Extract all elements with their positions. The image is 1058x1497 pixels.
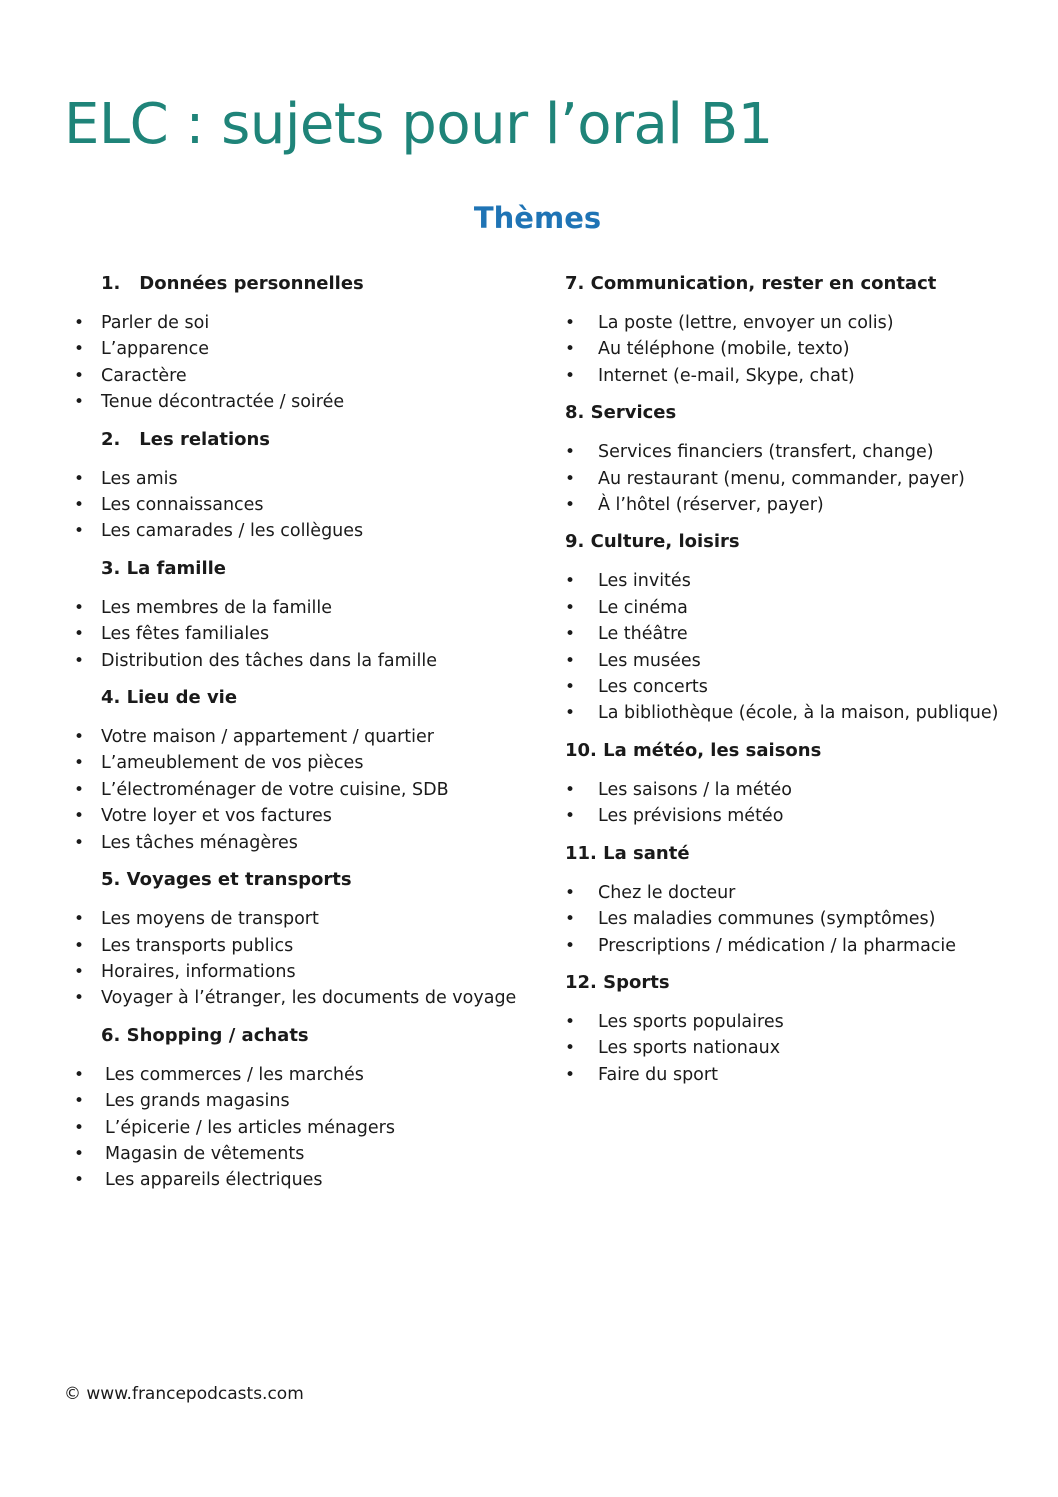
bullet-icon: • — [565, 339, 576, 360]
theme-label: Shopping / achats — [126, 1024, 309, 1046]
list-item — [60, 310, 530, 336]
theme-heading — [560, 399, 1030, 427]
theme-section — [560, 969, 1030, 1088]
bullet-icon: • — [74, 495, 85, 516]
list-item-text: Le théâtre — [598, 624, 688, 645]
list-item — [560, 777, 1030, 803]
bullet-icon: • — [565, 806, 576, 827]
list-item-text: Les moyens de transport — [101, 909, 319, 930]
bullet-icon: • — [565, 495, 576, 516]
list-item — [60, 466, 530, 492]
theme-number: 5. — [101, 869, 121, 891]
page-subtitle: Thèmes — [473, 201, 602, 235]
list-item — [560, 363, 1030, 389]
list-item — [560, 492, 1030, 518]
list-item — [60, 803, 530, 829]
list-item-text: Parler de soi — [101, 313, 210, 333]
bullet-icon: • — [74, 961, 85, 982]
list-item — [60, 1088, 530, 1114]
theme-list — [60, 1062, 530, 1194]
theme-number: 12. — [565, 971, 597, 993]
theme-label: Culture, loisirs — [590, 531, 740, 553]
bullet-icon: • — [565, 779, 576, 800]
theme-heading — [60, 426, 530, 454]
theme-number: 1. — [101, 273, 121, 294]
list-item — [60, 1141, 530, 1167]
footer-copyright: © www.francepodcasts.com — [64, 1384, 304, 1404]
bullet-icon: • — [565, 468, 576, 489]
list-item-text: Distribution des tâches dans la famille — [101, 650, 437, 671]
theme-label: La météo, les saisons — [603, 739, 822, 761]
theme-heading — [60, 1022, 530, 1050]
list-item — [560, 1009, 1030, 1035]
list-item-text: Les membres de la famille — [101, 597, 332, 618]
theme-heading — [560, 270, 1030, 298]
list-item — [60, 959, 530, 985]
list-item-text: Les fêtes familiales — [101, 624, 270, 645]
theme-heading — [560, 528, 1030, 556]
list-item — [60, 595, 530, 621]
bullet-icon: • — [74, 988, 85, 1009]
list-item — [60, 750, 530, 776]
bullet-icon: • — [74, 832, 85, 853]
list-item — [60, 1115, 530, 1141]
bullet-icon: • — [565, 677, 576, 698]
theme-section — [60, 684, 530, 856]
theme-number: 7. — [565, 273, 585, 294]
list-item — [60, 777, 530, 803]
theme-section — [560, 399, 1030, 518]
bullet-icon: • — [74, 313, 85, 333]
bullet-icon: • — [74, 1091, 85, 1112]
bullet-icon: • — [74, 468, 85, 489]
list-item-text: Chez le docteur — [598, 882, 736, 903]
right-column — [560, 270, 1030, 1098]
bullet-icon: • — [74, 521, 85, 542]
list-item-text: L’ameublement de vos pièces — [101, 753, 364, 774]
theme-list — [60, 724, 530, 856]
bullet-icon: • — [74, 365, 85, 386]
list-item — [60, 724, 530, 750]
bullet-icon: • — [565, 909, 576, 930]
list-item-text: À l’hôtel (réserver, payer) — [598, 495, 824, 516]
bullet-icon: • — [74, 650, 85, 671]
theme-number: 11. — [565, 842, 597, 864]
bullet-icon: • — [74, 935, 85, 956]
bullet-icon: • — [565, 935, 576, 956]
bullet-icon: • — [565, 624, 576, 645]
list-item — [60, 933, 530, 959]
list-item — [60, 518, 530, 544]
theme-heading — [560, 840, 1030, 868]
list-item-text: Les sports populaires — [598, 1011, 784, 1032]
bullet-icon: • — [565, 313, 576, 333]
bullet-icon: • — [565, 442, 576, 463]
theme-number: 3. — [101, 557, 121, 579]
list-item — [60, 648, 530, 674]
list-item — [560, 1035, 1030, 1061]
bullet-icon: • — [565, 1064, 576, 1085]
theme-list — [560, 439, 1030, 518]
list-item — [60, 830, 530, 856]
list-item-text: Les musées — [598, 650, 701, 671]
theme-label: La famille — [126, 557, 226, 579]
theme-list — [60, 310, 530, 416]
list-item — [560, 336, 1030, 362]
theme-label: Sports — [603, 971, 670, 993]
list-item — [60, 1062, 530, 1088]
bullet-icon: • — [74, 339, 85, 360]
list-item — [560, 1062, 1030, 1088]
theme-section — [560, 840, 1030, 959]
theme-list — [560, 880, 1030, 959]
list-item — [560, 439, 1030, 465]
theme-number: 9. — [565, 531, 585, 553]
list-item — [560, 700, 1030, 726]
page-title: ELC : sujets pour l’oral B1 — [64, 92, 773, 157]
list-item — [560, 933, 1030, 959]
list-item — [560, 906, 1030, 932]
bullet-icon: • — [565, 365, 576, 386]
theme-list — [560, 777, 1030, 830]
list-item-text: Les grands magasins — [105, 1091, 290, 1112]
theme-heading — [60, 866, 530, 894]
theme-heading — [60, 555, 530, 583]
list-item-text: Au restaurant (menu, commander, payer) — [598, 468, 965, 489]
list-item — [60, 363, 530, 389]
bullet-icon: • — [565, 703, 576, 724]
list-item-text: Horaires, informations — [101, 961, 296, 982]
bullet-icon: • — [74, 392, 85, 413]
list-item — [60, 906, 530, 932]
list-item-text: Internet (e-mail, Skype, chat) — [598, 365, 855, 386]
bullet-icon: • — [565, 650, 576, 671]
list-item-text: La bibliothèque (école, à la maison, publique) — [598, 703, 999, 724]
list-item — [560, 621, 1030, 647]
list-item-text: La poste (lettre, envoyer un colis) — [598, 313, 894, 333]
theme-heading — [60, 270, 530, 298]
list-item — [60, 492, 530, 518]
list-item-text: L’épicerie / les articles ménagers — [105, 1117, 395, 1138]
theme-list — [60, 466, 530, 545]
list-item-text: Caractère — [101, 365, 187, 386]
theme-section — [60, 555, 530, 674]
list-item — [560, 595, 1030, 621]
list-item — [560, 674, 1030, 700]
list-item — [60, 389, 530, 415]
theme-label: Communication, rester en contact — [590, 273, 937, 294]
list-item-text: Les transports publics — [101, 935, 294, 956]
list-item-text: Votre loyer et vos factures — [101, 806, 332, 827]
list-item — [60, 1167, 530, 1193]
theme-heading — [60, 684, 530, 712]
theme-list — [60, 595, 530, 674]
list-item-text: Les tâches ménagères — [101, 832, 298, 853]
list-item-text: Les amis — [101, 468, 178, 489]
bullet-icon: • — [565, 882, 576, 903]
list-item — [60, 985, 530, 1011]
theme-list — [560, 1009, 1030, 1088]
bullet-icon: • — [74, 806, 85, 827]
list-item-text: Les maladies communes (symptômes) — [598, 909, 936, 930]
list-item — [560, 466, 1030, 492]
list-item-text: Les commerces / les marchés — [105, 1064, 364, 1085]
list-item-text: Le cinéma — [598, 597, 688, 618]
theme-label: La santé — [603, 842, 690, 864]
list-item-text: Les connaissances — [101, 495, 264, 516]
list-item-text: L’électroménager de votre cuisine, SDB — [101, 779, 449, 800]
theme-number: 6. — [101, 1024, 121, 1046]
list-item-text: Les appareils électriques — [105, 1170, 323, 1191]
list-item — [60, 621, 530, 647]
theme-list — [560, 310, 1030, 389]
theme-label: Lieu de vie — [126, 687, 238, 709]
theme-section — [60, 270, 530, 416]
theme-section — [60, 866, 530, 1012]
list-item — [560, 880, 1030, 906]
list-item-text: Votre maison / appartement / quartier — [101, 727, 434, 748]
bullet-icon: • — [74, 909, 85, 930]
list-item — [560, 648, 1030, 674]
bullet-icon: • — [74, 779, 85, 800]
theme-label: Les relations — [139, 428, 271, 450]
bullet-icon: • — [74, 1117, 85, 1138]
theme-section — [560, 737, 1030, 830]
bullet-icon: • — [565, 1038, 576, 1059]
bullet-icon: • — [74, 727, 85, 748]
list-item-text: Les camarades / les collègues — [101, 521, 364, 542]
list-item-text: Les saisons / la météo — [598, 779, 792, 800]
list-item-text: Tenue décontractée / soirée — [101, 392, 345, 413]
list-item-text: Les concerts — [598, 677, 708, 698]
theme-section — [60, 1022, 530, 1194]
theme-number: 2. — [101, 428, 121, 450]
theme-list — [560, 568, 1030, 726]
bullet-icon: • — [74, 597, 85, 618]
theme-section — [560, 528, 1030, 726]
bullet-icon: • — [74, 1143, 85, 1164]
bullet-icon: • — [565, 1011, 576, 1032]
list-item-text: Prescriptions / médication / la pharmacie — [598, 935, 957, 956]
list-item-text: Faire du sport — [598, 1064, 718, 1085]
list-item — [560, 568, 1030, 594]
list-item-text: Au téléphone (mobile, texto) — [598, 339, 850, 360]
bullet-icon: • — [74, 624, 85, 645]
bullet-icon: • — [74, 1170, 85, 1191]
theme-section — [560, 270, 1030, 389]
left-column — [60, 270, 530, 1204]
theme-heading — [560, 969, 1030, 997]
theme-section — [60, 426, 530, 545]
theme-list — [60, 906, 530, 1012]
theme-heading — [560, 737, 1030, 765]
list-item-text: Les sports nationaux — [598, 1038, 781, 1059]
list-item — [60, 336, 530, 362]
theme-label: Voyages et transports — [126, 869, 352, 891]
theme-number: 8. — [565, 402, 585, 424]
list-item — [560, 803, 1030, 829]
list-item-text: Les prévisions météo — [598, 806, 784, 827]
bullet-icon: • — [565, 571, 576, 592]
theme-number: 4. — [101, 687, 121, 709]
list-item-text: L’apparence — [101, 339, 210, 360]
bullet-icon: • — [74, 753, 85, 774]
list-item-text: Magasin de vêtements — [105, 1143, 305, 1164]
list-item-text: Services financiers (transfert, change) — [598, 442, 934, 463]
bullet-icon: • — [74, 1064, 85, 1085]
list-item-text: Voyager à l’étranger, les documents de voyage — [101, 988, 517, 1009]
theme-number: 10. — [565, 739, 597, 761]
list-item — [560, 310, 1030, 336]
list-item-text: Les invités — [598, 571, 691, 592]
bullet-icon: • — [565, 597, 576, 618]
theme-label: Données personnelles — [139, 273, 364, 294]
theme-label: Services — [590, 402, 677, 424]
